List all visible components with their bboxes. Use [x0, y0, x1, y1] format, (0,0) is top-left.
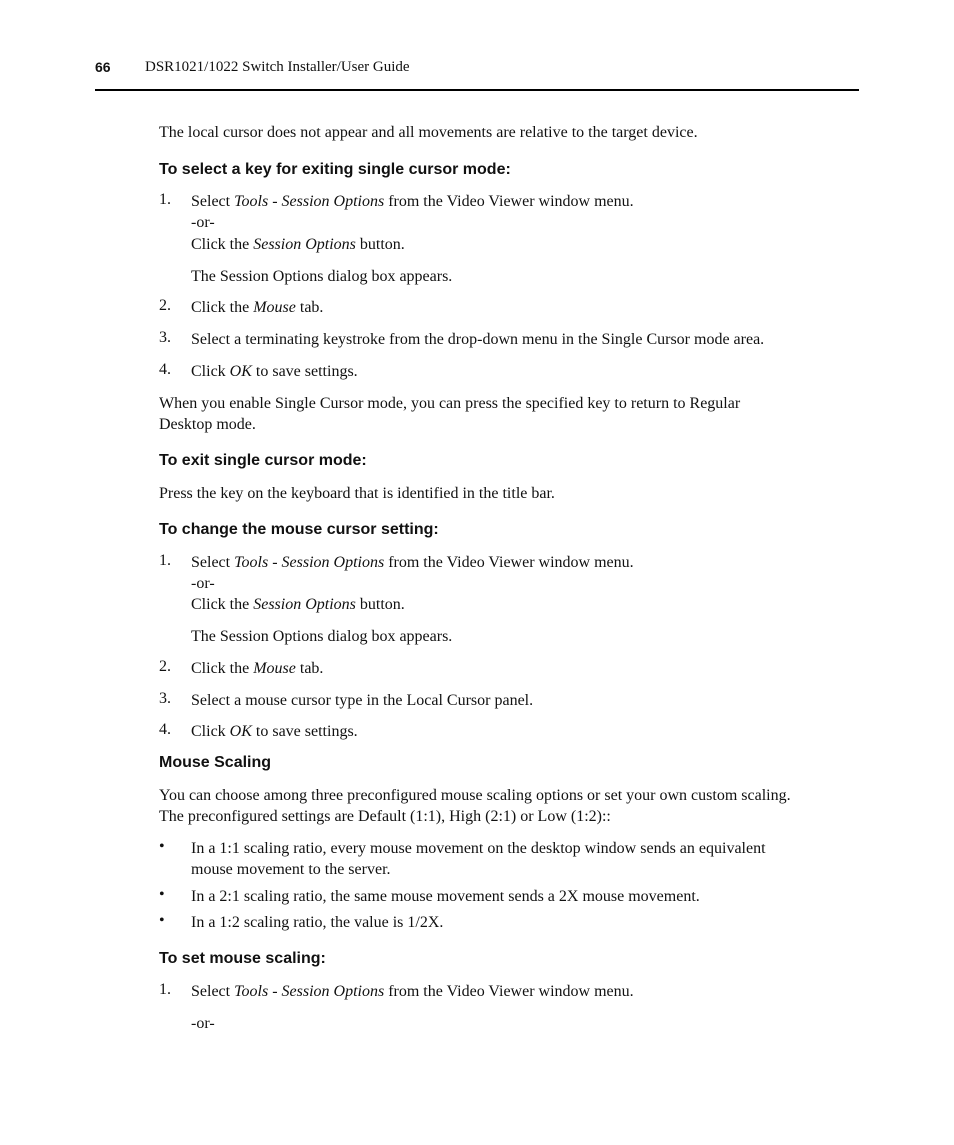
bullet-text: In a 1:1 scaling ratio, every mouse movement on the desktop window sends an equivalent mouse movement to the server. [191, 840, 766, 878]
step-number: 2. [159, 297, 171, 314]
or-separator: -or- [191, 214, 215, 231]
or-separator: -or- [191, 575, 215, 592]
section-heading-exit-key: To select a key for exiting single cursor mode: [159, 161, 511, 178]
step-text: Select Tools - Session Options from the Video Viewer window menu. [191, 193, 634, 210]
step-text: Click the Mouse tab. [191, 660, 324, 677]
step-text: Click OK to save settings. [191, 723, 358, 740]
step-text: Select Tools - Session Options from the Video Viewer window menu. [191, 983, 634, 1000]
step-number: 3. [159, 329, 171, 346]
intro-paragraph: The local cursor does not appear and all movements are relative to the target device. [159, 124, 698, 141]
bullet-marker: • [159, 886, 165, 903]
step-number: 1. [159, 191, 171, 208]
page-number: 66 [95, 59, 111, 75]
step-text: Select a terminating keystroke from the drop-down menu in the Single Cursor mode area. [191, 331, 765, 348]
step-text: Click the Session Options button. [191, 236, 405, 253]
bullet-marker: • [159, 912, 165, 929]
step-result: The Session Options dialog box appears. [191, 268, 453, 285]
step-number: 1. [159, 981, 171, 998]
body-paragraph: You can choose among three preconfigured mouse scaling options or set your own custom scaling. The preconfigured settings are Default (1:1), High (2:1) or Low (1:2):: [159, 787, 791, 825]
bullet-marker: • [159, 838, 165, 855]
step-number: 4. [159, 721, 171, 738]
step-number: 1. [159, 552, 171, 569]
section-heading-mouse-scaling: Mouse Scaling [159, 754, 272, 771]
section-heading-exit-mode: To exit single cursor mode: [159, 452, 367, 469]
bullet-text: In a 1:2 scaling ratio, the value is 1/2X. [191, 914, 444, 931]
document-title: DSR1021/1022 Switch Installer/User Guide [145, 59, 410, 75]
step-number: 4. [159, 361, 171, 378]
bullet-text: In a 2:1 scaling ratio, the same mouse movement sends a 2X mouse movement. [191, 888, 700, 905]
step-result: The Session Options dialog box appears. [191, 628, 453, 645]
section-heading-set-scaling: To set mouse scaling: [159, 950, 326, 967]
step-text: Select a mouse cursor type in the Local Cursor panel. [191, 692, 534, 709]
step-number: 3. [159, 690, 171, 707]
step-text: Select Tools - Session Options from the Video Viewer window menu. [191, 554, 634, 571]
step-number: 2. [159, 658, 171, 675]
step-text: Click the Session Options button. [191, 596, 405, 613]
body-paragraph: Press the key on the keyboard that is identified in the title bar. [159, 485, 555, 502]
page-header [95, 59, 859, 91]
section-heading-cursor-setting: To change the mouse cursor setting: [159, 521, 439, 538]
or-separator: -or- [191, 1015, 215, 1032]
step-text: Click OK to save settings. [191, 363, 358, 380]
step-text: Click the Mouse tab. [191, 299, 324, 316]
body-paragraph: When you enable Single Cursor mode, you can press the specified key to return to Regular Desktop mode. [159, 395, 741, 433]
